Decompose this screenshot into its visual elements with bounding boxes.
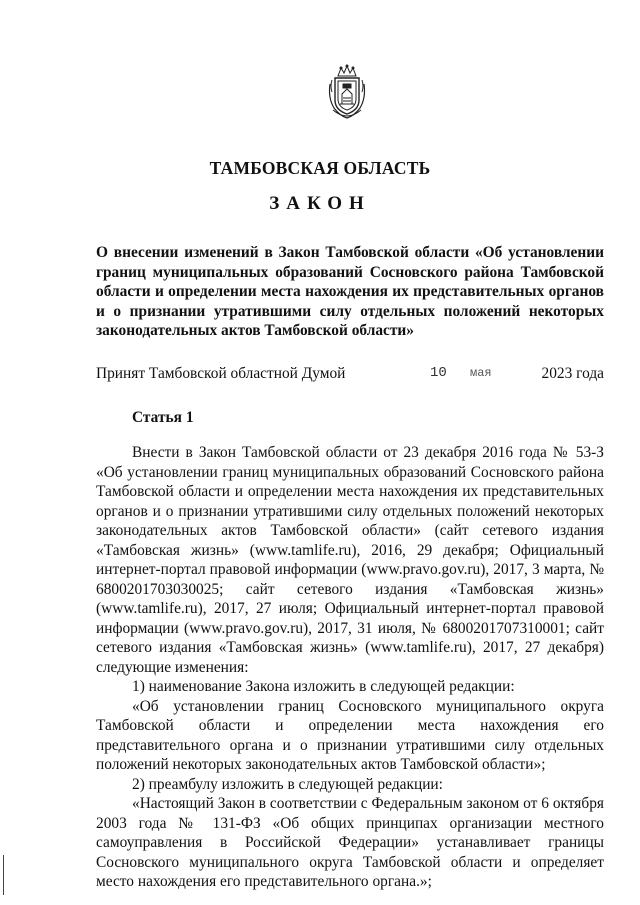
coat-of-arms-emblem: [326, 64, 368, 120]
adopted-label: Принят Тамбовской областной Думой: [96, 365, 346, 382]
article-paragraph: 2) преамбулу изложить в следующей редакции:: [132, 775, 443, 793]
adopted-year: 2023 года: [541, 365, 604, 382]
law-title: О внесении изменений в Закон Тамбовской области «Об установлении границ муниципальных образований Сосновского района Тамбовской области и определении места нахождения их представительных органов и о признании утратившими силу отдельных положений некоторых законодательных актов Тамбовской области»: [96, 244, 604, 339]
article-heading: Статья 1: [132, 409, 194, 426]
article-paragraph: Внести в Закон Тамбовской области от 23 декабря 2016 года № 53-З «Об установлении границ муниципальных образований Сосновского района Тамбовской области и определении места нахождения их представительных органов и о признании утратившими силу отдельных положений некоторых законодательных актов Тамбовской области» (сайт сетевого издания «Тамбовская жизнь» (www.tamlife.ru), 2016, 29 декабря; Официальный интернет-портал правовой информации (www.pravo.gov.ru), 2017, 3 марта, № 6800201703030025; сайт сетевого издания «Тамбовская жизнь» (www.tamlife.ru), 2017, 27 июля; Официальный интернет-портал правовой информации (www.pravo.gov.ru), 2017, 31 июля, № 6800201707310001; сайт сетевого издания «Тамбовская жизнь» (www.tamlife.ru), 2017, 27 декабря) следующие изменения:: [96, 444, 604, 676]
article-body: [96, 443, 604, 892]
article-paragraph: «Настоящий Закон в соответствии с Федеральным законом от 6 октября 2003 года № 131-ФЗ «Об общих принципах организации местного самоуправления в Российской Федерации» устанавливает границы Сосновского муниципального округа Тамбовской области и определяет место нахождения его представительного органа.»;: [96, 795, 604, 890]
adopted-month: мая: [470, 366, 492, 380]
document-type: ЗАКОН: [269, 193, 371, 214]
article-paragraph: 1) наименование Закона изложить в следующей редакции:: [132, 678, 515, 695]
adopted-day: 10: [430, 365, 447, 381]
article-paragraph: «Об установлении границ Сосновского муниципального округа Тамбовской области и определении места нахождения его представительного органа и о признании утратившими силу отдельных положений некоторых законодательных актов Тамбовской области»;: [96, 697, 604, 773]
scan-edge-mark: [3, 855, 4, 895]
region-name: ТАМБОВСКАЯ ОБЛАСТЬ: [209, 158, 431, 178]
